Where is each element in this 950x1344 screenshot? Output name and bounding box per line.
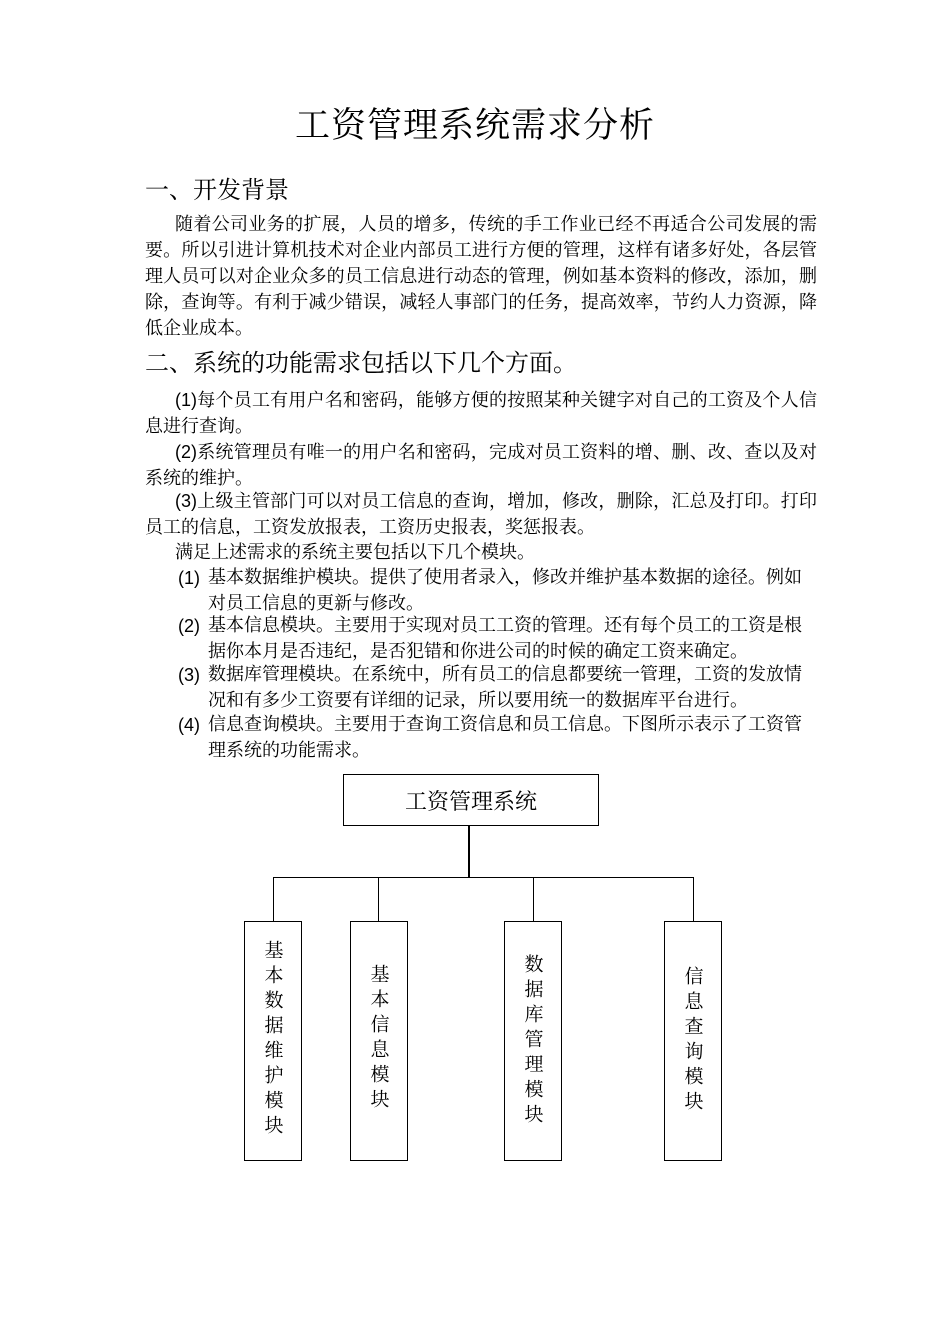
page-title: 工资管理系统需求分析 xyxy=(294,106,655,146)
diagram-root-box: 工资管理系统 xyxy=(343,774,599,826)
module-number: (2) xyxy=(178,616,200,636)
diagram-child-label: 数据库管理模块 xyxy=(521,954,544,1129)
diagram-child-box xyxy=(244,921,302,1161)
module-item-4 xyxy=(178,712,818,764)
diagram-child-label: 信息查询模块 xyxy=(681,966,704,1116)
diagram-branch-line xyxy=(693,877,694,921)
requirement-text: 系统管理员有唯一的用户名和密码，完成对员工资料的增、删、改、查以及对系统的维护。 xyxy=(145,442,817,489)
diagram-child-label: 基本数据维护模块 xyxy=(261,940,284,1140)
module-item-1 xyxy=(178,565,818,617)
background-paragraph: 随着公司业务的扩展，人员的增多，传统的手工作业已经不再适合公司发展的需要。所以引进计算机技术对企业内部员工进行方便的管理，这样有诸多好处，各层管理人员可以对企业众多的员工信息进行动态的管理，例如基本资料的修改，添加，删除，查询等。有利于减少错误，减轻人事部门的任务，提高效率，节约人力资源，降低企业成本。 xyxy=(145,214,817,339)
diagram-child-box xyxy=(504,921,562,1161)
module-number: (1) xyxy=(178,568,200,588)
requirement-number: (1) xyxy=(175,390,197,410)
requirement-text: 每个员工有用户名和密码，能够方便的按照某种关键字对自己的工资及个人信息进行查询。 xyxy=(145,390,817,437)
diagram-child-box xyxy=(350,921,408,1161)
diagram-child-box xyxy=(664,921,722,1161)
section-heading-requirements: 二、系统的功能需求包括以下几个方面。 xyxy=(145,349,577,377)
requirement-text: 上级主管部门可以对员工信息的查询，增加，修改，删除，汇总及打印。打印员工的信息，工资发放报表，工资历史报表，奖惩报表。 xyxy=(145,491,817,538)
module-item-2 xyxy=(178,613,818,665)
module-text: 数据库管理模块。在系统中，所有员工的信息都要统一管理，工资的发放情况和有多少工资要有详细的记录，所以要用统一的数据库平台进行。 xyxy=(208,664,802,711)
requirement-item-3 xyxy=(145,488,817,541)
module-text: 信息查询模块。主要用于查询工资信息和员工信息。下图所示表示了工资管理系统的功能需求。 xyxy=(208,714,802,761)
diagram-branch-line xyxy=(378,877,379,921)
module-item-3 xyxy=(178,662,818,714)
module-number: (3) xyxy=(178,665,200,685)
modules-intro: 满足上述需求的系统主要包括以下几个模块。 xyxy=(175,542,535,563)
requirement-item-1 xyxy=(145,387,817,440)
requirement-number: (3) xyxy=(175,491,197,511)
module-text: 基本数据维护模块。提供了使用者录入，修改并维护基本数据的途径。例如对员工信息的更新与修改。 xyxy=(208,567,802,614)
diagram-branch-line xyxy=(533,877,534,921)
module-text: 基本信息模块。主要用于实现对员工工资的管理。还有每个员工的工资是根据你本月是否违纪，是否犯错和你进公司的时候的确定工资来确定。 xyxy=(208,615,802,662)
diagram-horizontal-line xyxy=(273,877,694,878)
diagram-trunk-line xyxy=(468,826,470,878)
requirement-item-2 xyxy=(145,439,817,492)
requirement-number: (2) xyxy=(175,442,197,462)
diagram-branch-line xyxy=(273,877,274,921)
section-heading-background: 一、开发背景 xyxy=(145,176,289,204)
diagram-child-label: 基本信息模块 xyxy=(367,964,390,1114)
module-number: (4) xyxy=(178,715,200,735)
